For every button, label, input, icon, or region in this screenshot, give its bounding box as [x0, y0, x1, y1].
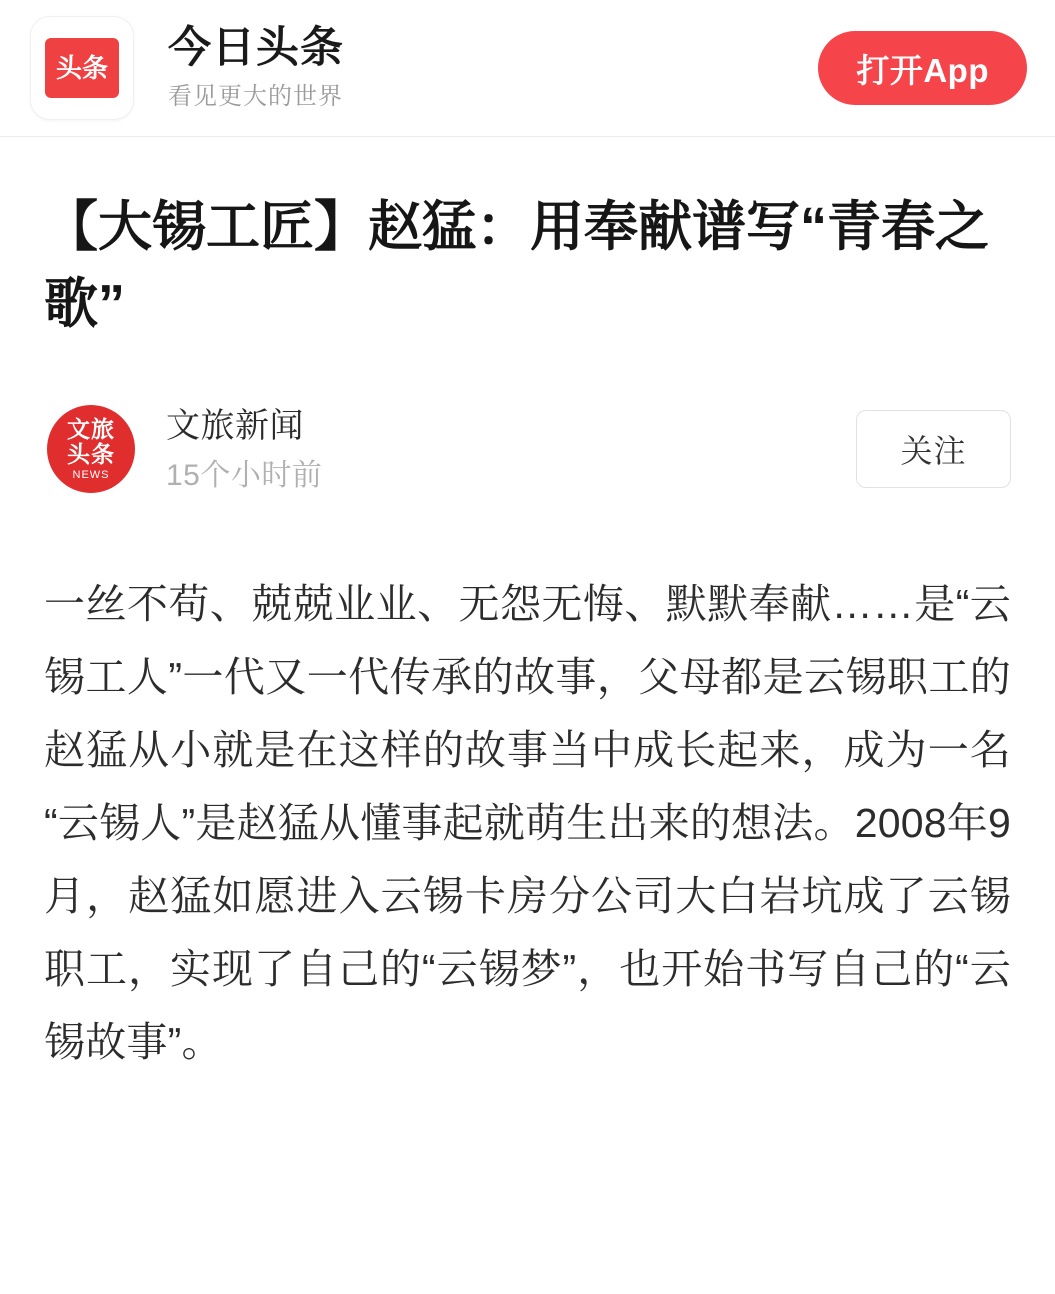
article-container — [0, 137, 1055, 1079]
logo-text: 头条 — [55, 53, 108, 83]
avatar[interactable] — [44, 402, 138, 496]
source-name[interactable]: 文旅新闻 — [166, 406, 304, 445]
app-header — [0, 0, 1055, 137]
article-body: 一丝不苟、兢兢业业、无怨无悔、默默奉献……是“云锡工人”一代又一代传承的故事，父母都是云锡职工的赵猛从小就是在这样的故事当中成长起来，成为一名“云锡人”是赵猛从懂事起就萌生出来的想法。2008年9月，赵猛如愿进入云锡卡房分公司大白岩坑成了云锡职工，实现了自己的“云锡梦”，也开始书写自己的“云锡故事”。 — [44, 581, 1011, 1066]
avatar-badge — [47, 405, 135, 493]
page-title: 【大锡工匠】赵猛：用奉献谱写“青春之歌” — [44, 197, 989, 334]
toutiao-logo-icon — [30, 16, 134, 120]
brand-block — [168, 24, 344, 111]
brand-subtitle: 看见更大的世界 — [168, 82, 343, 110]
avatar-line-3: NEWS — [72, 468, 110, 481]
byline — [44, 402, 1011, 496]
logo-mark — [45, 38, 119, 98]
brand-title: 今日头条 — [168, 24, 344, 73]
avatar-line-2: 头条 — [67, 440, 115, 467]
publish-time: 15个小时前 — [166, 459, 323, 493]
source-meta — [166, 405, 322, 495]
avatar-line-1: 文旅 — [67, 415, 115, 442]
open-app-button[interactable]: 打开App — [818, 31, 1027, 105]
follow-button[interactable]: 关注 — [856, 410, 1011, 488]
